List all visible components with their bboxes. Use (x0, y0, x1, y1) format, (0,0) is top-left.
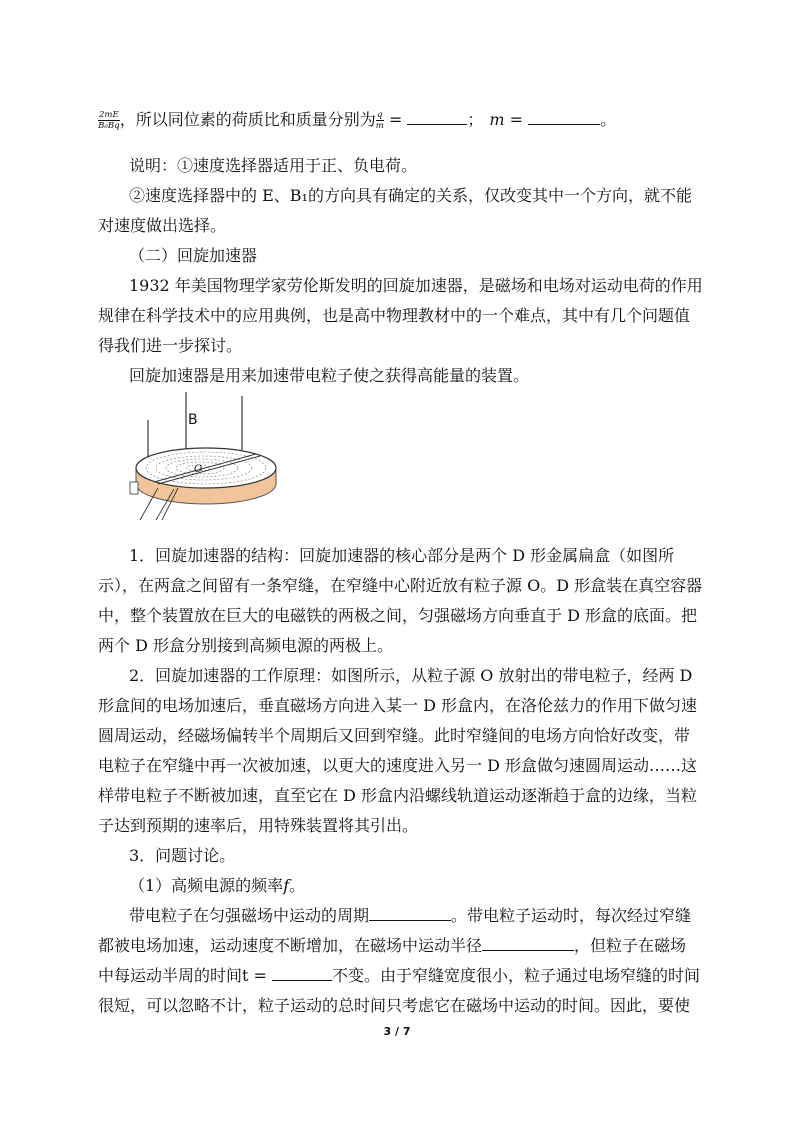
answer-line: $\frac{2mE}{\text{B₀Bq}}$ ，所以同位素的荷质比和质量分别为 $\frac{q}{m}$ = ； m = 。 (98, 110, 617, 131)
para3-line3: 中，整个装置放在巨大的电磁铁的两极之间，匀强磁场方向垂直于 D 形盒的底面。把 (98, 606, 698, 625)
blank-mass[interactable] (528, 110, 600, 125)
note-2-cont: 对速度做出选择。 (98, 216, 227, 235)
label-B: B (188, 412, 198, 428)
page-number: 3 / 7 (383, 1025, 411, 1038)
note-1: 说明：①速度选择器适用于正、负电荷。 (129, 156, 418, 175)
para2: 回旋加速器是用来加速带电粒子使之获得高能量的装置。 (129, 366, 530, 385)
para4-line5: 样带电粒子不断被加速，直至它在 D 形盒内沿螺线轨道运动逐渐趋于盒的边缘，当粒 (98, 786, 698, 805)
fraction-2mE-over-B0Bq: $\frac{2mE}{\text{B₀Bq}}$ (98, 110, 120, 131)
para3-line4: 两个 D 形盒分别接到高频电源的两极上。 (98, 636, 394, 655)
fraction-q-over-m: $\frac{q}{m}$ (375, 110, 384, 131)
para4-line6: 子达到预期的速率后，用特殊装置将其引出。 (98, 816, 419, 835)
cyclotron-diagram (118, 392, 286, 527)
para3-line2: 示），在两盒之间留有一条窄缝，在窄缝中心附近放有粒子源 O。D 形盒装在真空容器 (98, 576, 703, 595)
section-heading: （二）回旋加速器 (129, 246, 258, 265)
para7-line1: 带电粒子在匀强磁场中运动的周期 。带电粒子运动时，每次经过窄缝 (129, 906, 692, 925)
para1-line1: 1932 年美国物理学家劳伦斯发明的回旋加速器，是磁场和电场对运动电荷的作用 (129, 276, 703, 295)
para7-line3: 中每运动半周的时间t = 不变。由于窄缝宽度很小，粒子通过电场窄缝的时间 (98, 966, 701, 985)
para4-line3: 圆周运动，经磁场偏转半个周期后又回到窄缝。此时窄缝间的电场方向恰好改变，带 (98, 726, 691, 745)
note-2: ②速度选择器中的 E、B₁的方向具有确定的关系，仅改变其中一个方向，就不能 (129, 186, 692, 205)
para3-line1: 1．回旋加速器的结构：回旋加速器的核心部分是两个 D 形金属扁盒（如图所 (129, 546, 675, 565)
label-O: O (194, 464, 203, 475)
para4-line4: 电粒子在窄缝中再一次被加速，以更大的速度进入另一 D 形盒做匀速圆周运动……这 (98, 756, 698, 775)
para4-line1: 2．回旋加速器的工作原理：如图所示，从粒子源 O 放射出的带电粒子，经两 D (129, 666, 693, 685)
blank-charge-mass-ratio[interactable] (407, 110, 467, 125)
para7-line2: 都被电场加速，运动速度不断增加，在磁场中运动半径 ，但粒子在磁场 (98, 936, 687, 955)
para1-line2: 规律在科学技术中的应用典例，也是高中物理教材中的一个难点，其中有几个问题值 (98, 306, 691, 325)
subsection-heading: （1）高频电源的频率f。 (129, 876, 306, 895)
para1-line3: 得我们进一步探讨。 (98, 336, 243, 355)
para7-line4: 很短，可以忽略不计，粒子运动的总时间只考虑它在磁场中运动的时间。因此，要使 (98, 996, 691, 1015)
blank-half-period-time[interactable] (272, 966, 332, 981)
blank-radius[interactable] (482, 936, 574, 951)
para5: 3．问题讨论。 (129, 846, 236, 865)
blank-period[interactable] (369, 906, 451, 921)
para4-line2: 形盒间的电场加速后，垂直磁场方向进入某一 D 形盒内，在洛伦兹力的作用下做匀速 (98, 696, 698, 715)
